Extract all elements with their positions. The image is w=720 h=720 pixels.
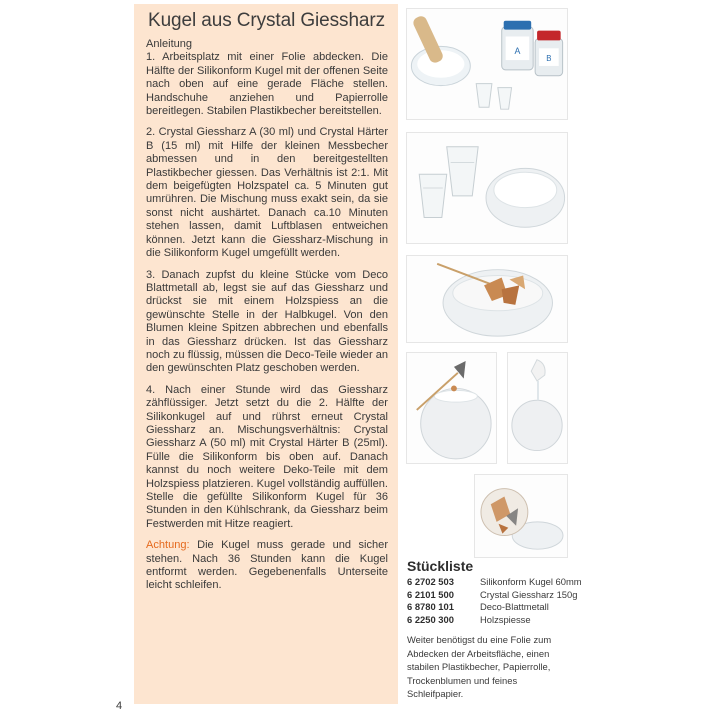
photo-mixing [406, 132, 568, 244]
instructions-text [146, 38, 388, 593]
warning-note [146, 539, 388, 593]
warning-label: Achtung: [146, 539, 190, 552]
parts-note: Weiter benötigst du eine Folie zum Abdecken der Arbeitsfläche, einen stabilen Plastikbecher, Papierrolle, Trockenblumen und feines Schleifpapier. [407, 634, 552, 699]
part-number: 6 2250 300 [407, 613, 454, 625]
photo-gold-leaf [406, 255, 568, 343]
step-1 [146, 38, 388, 118]
part-number: 6 2702 503 [407, 576, 454, 587]
parts-item [407, 614, 571, 627]
part-name: Silikonform Kugel 60mm [480, 576, 582, 587]
svg-text:A: A [514, 46, 521, 57]
warning-text: Die Kugel muss gerade und sicher stehen. Nach 36 Stunden kann die Kugel entformt werden. Gegebenenfalls Unterseite leicht schleifen. [146, 539, 388, 592]
page-title: Kugel aus Crystal Giessharz [148, 10, 386, 31]
photo-materials [406, 8, 568, 120]
parts-item [407, 588, 578, 602]
part-number: 6 2101 500 [407, 588, 454, 600]
photo-sphere-filling [507, 352, 568, 464]
svg-text:B: B [546, 54, 552, 64]
parts-list [407, 558, 582, 700]
photo-sphere-decorating [406, 352, 497, 464]
step-4: 4. Nach einer Stunde wird das Giessharz zähflüssiger. Jetzt setzt du die 2. Hälfte der Silikonkugel auf und rührst erneut Crystal Giessharz an. Mischungsverhältnis: Crystal Giessharz A (50 ml) mit Crystal Härter B (25ml). Fülle die Silikonform bis oben auf. Danach kannst du noch weitere Deko-Teile mit dem Holzspiess platzieren. Kugel vollständig auffüllen. Stelle die gefüllte Silikonform Kugel für 36 Stunden in den Kühlschrank, da Giessharz beim Festwerden mit Hitze reagiert. [146, 383, 388, 530]
step-1-text: 1. Arbeitsplatz mit einer Folie abdecken. Die Hälfte der Silikonform Kugel mit der offenen Seite nach oben auf eine gerade Fläche stellen. Handschuhe anziehen und Papierrolle bereitlegen. Stabilen Plastikbecher bereitstellen. [146, 51, 388, 118]
part-name: Holzspiesse [480, 613, 531, 625]
part-number: 6 8780 101 [407, 601, 454, 613]
instructions-panel [134, 4, 398, 704]
page-number: 4 [116, 700, 123, 712]
parts-item [407, 601, 571, 614]
parts-list-title: Stückliste [407, 558, 474, 574]
photo-finished-sphere [474, 474, 568, 558]
part-name: Crystal Giessharz 150g [480, 588, 578, 600]
parts-item [407, 576, 582, 589]
part-name: Deco-Blattmetall [480, 601, 549, 613]
step-2: 2. Crystal Giessharz A (30 ml) und Crystal Härter B (15 ml) mit Hilfe der kleinen Messbecher abmessen und in den bereitgestellten Plastikbecher giessen. Das Verhältnis ist 2:1. Mit dem beigefügten Holzspatel ca. 5 Minuten gut umrühren. Die Mischung muss exakt sein, da sie sonst nicht aushärtet. Danach ca.10 Minuten stehen lassen, damit Luftblasen entweichen können. Jetzt kann die Giessharz-Mischung in die Silikonform Kugel umgefüllt werden. [146, 126, 388, 260]
intro-label: Anleitung [146, 38, 193, 50]
step-3: 3. Danach zupfst du kleine Stücke vom Deco Blattmetall ab, legst sie auf das Giessharz und drückst sie mit einem Holzspiess an die gewünschte Stelle in der Halbkugel. Von den Blumen kleine Spitzen abbrechen und ebenfalls in das Giessharz drücken. Ist das Giessharz noch zu flüssig, müssen die Deco-Teile wieder an den gewünschten Platz geschoben werden. [146, 268, 388, 375]
